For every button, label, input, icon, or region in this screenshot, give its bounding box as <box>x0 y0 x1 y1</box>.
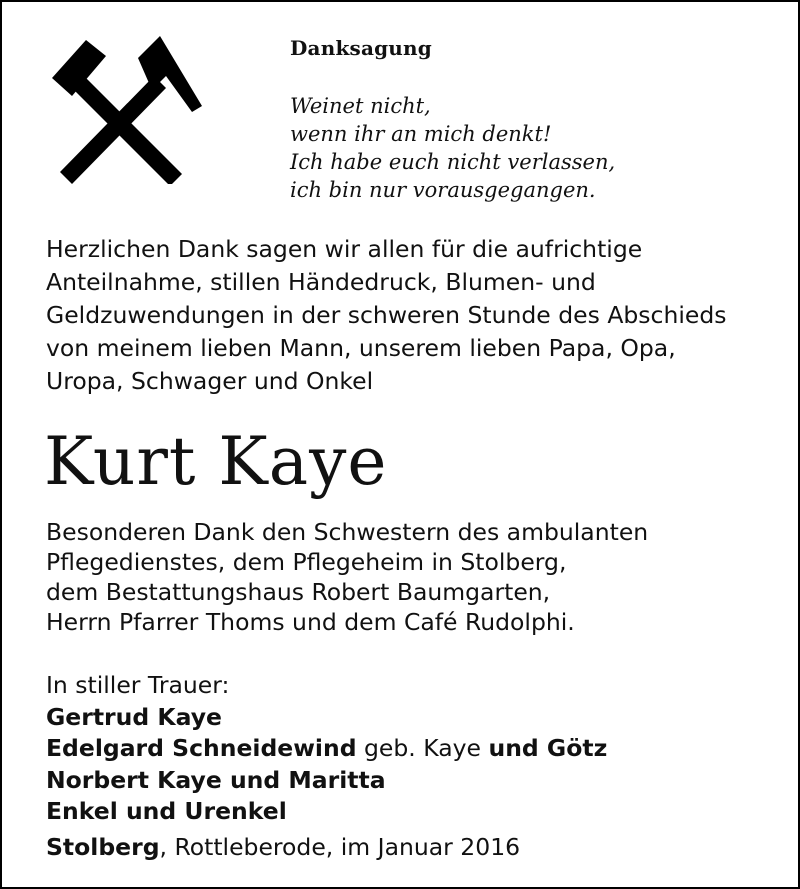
mourner-line: Gertrud Kaye <box>46 702 222 731</box>
mourners-list <box>46 670 607 828</box>
paragraph-line: dem Bestattungshaus Robert Baumgarten, <box>46 578 551 606</box>
place-date-text: , Rottleberode, im Januar 2016 <box>159 833 521 861</box>
place-and-date <box>46 831 520 863</box>
paragraph-line: Besonderen Dank den Schwestern des ambulanten <box>46 518 649 546</box>
mourner-partner: und Götz <box>488 734 608 762</box>
poem-line: ich bin nur vorausgegangen. <box>290 178 596 202</box>
mourner-line: Norbert Kaye und Maritta <box>46 765 386 794</box>
maiden-name: geb. Kaye <box>356 734 489 762</box>
poem-line: Ich habe euch nicht verlassen, <box>290 150 616 174</box>
thanks-paragraph <box>46 233 727 398</box>
paragraph-line: von meinem lieben Mann, unserem lieben Papa, Opa, <box>46 334 676 362</box>
notice-title: Danksagung <box>290 36 432 60</box>
paragraph-line: Herrn Pfarrer Thoms und dem Café Rudolphi. <box>46 608 575 636</box>
poem-line: wenn ihr an mich denkt! <box>290 122 552 146</box>
mourner-line: Enkel und Urenkel <box>46 797 287 825</box>
special-thanks-paragraph <box>46 517 648 637</box>
paragraph-line: Uropa, Schwager und Onkel <box>46 367 374 395</box>
paragraph-line: Herzlichen Dank sagen wir allen für die aufrichtige <box>46 235 643 263</box>
paragraph-line: Geldzuwendungen in der schweren Stunde des Abschieds <box>46 301 727 329</box>
mourner-name: Edelgard Schneidewind <box>46 734 357 762</box>
mourner-line <box>46 733 607 765</box>
poem <box>290 92 615 204</box>
deceased-name: Kurt Kaye <box>44 423 388 500</box>
paragraph-line: Anteilnahme, stillen Händedruck, Blumen- und <box>46 268 596 296</box>
town-name: Stolberg <box>46 833 160 861</box>
hammer-and-pick-icon <box>42 32 204 184</box>
mourners-intro: In stiller Trauer: <box>46 671 230 699</box>
poem-line: Weinet nicht, <box>290 94 431 118</box>
paragraph-line: Pflegedienstes, dem Pflegeheim in Stolberg, <box>46 548 567 576</box>
